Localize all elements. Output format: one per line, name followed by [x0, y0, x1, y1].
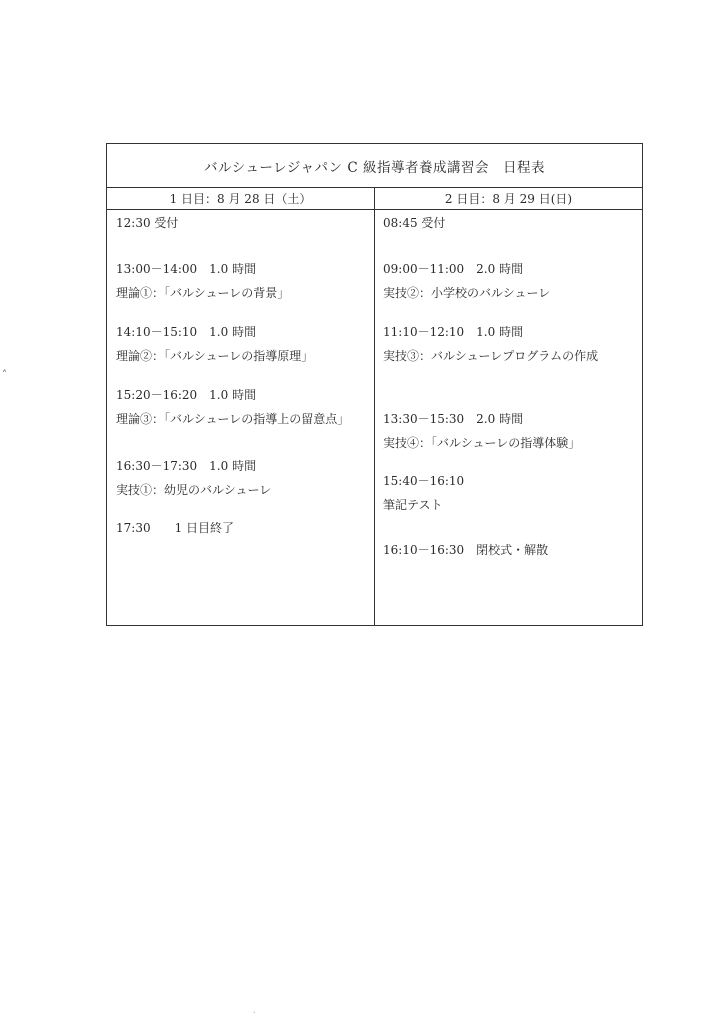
day1-time-slot: 15:20－16:20 1.0 時間 — [116, 388, 257, 402]
day2-time-slot: 13:30－15:30 2.0 時間 — [383, 412, 524, 426]
day2-column — [375, 210, 642, 625]
day2-session: 実技②：小学校のバルシューレ — [383, 286, 551, 300]
day2-time-slot: 09:00－11:00 2.0 時間 — [383, 262, 524, 276]
day2-closing: 16:10－16:30 閉校式・解散 — [383, 543, 549, 557]
day2-session: 実技③：バルシューレプログラムの作成 — [383, 349, 599, 363]
day2-reception: 08:45 受付 — [383, 216, 446, 230]
day1-session: 理論②：「バルシューレの指導原理」 — [116, 349, 314, 363]
scan-mark: ˄ — [2, 370, 7, 381]
day1-column — [107, 210, 375, 625]
schedule-title: バルシューレジャパン C 級指導者養成講習会 日程表 — [107, 144, 642, 188]
day1-time-slot: 14:10－15:10 1.0 時間 — [116, 325, 257, 339]
day1-session: 理論③：「バルシューレの指導上の留意点」 — [116, 412, 350, 426]
day2-time-slot: 15:40－16:10 — [383, 474, 465, 488]
day2-session: 実技④：「バルシューレの指導体験」 — [383, 436, 581, 450]
day-header-row — [107, 188, 642, 210]
day2-header: 2 日目：8 月 29 日(日) — [444, 192, 573, 206]
day1-reception: 12:30 受付 — [116, 216, 179, 230]
day2-time-slot: 11:10－12:10 1.0 時間 — [383, 325, 524, 339]
day1-time-slot: 13:00－14:00 1.0 時間 — [116, 262, 257, 276]
day2-session: 筆記テスト — [383, 498, 443, 512]
day1-time-slot: 16:30－17:30 1.0 時間 — [116, 459, 257, 473]
day1-header: 1 日目：8 月 28 日（土） — [107, 188, 375, 209]
day1-end: 17:30 1 日目終了 — [116, 521, 235, 535]
day1-session: 実技①：幼児のバルシューレ — [116, 483, 272, 497]
scan-speck: ˎ — [253, 1004, 256, 1013]
schedule-body — [107, 210, 642, 625]
schedule-table — [106, 143, 643, 626]
day1-session: 理論①：「バルシューレの背景」 — [116, 286, 290, 300]
